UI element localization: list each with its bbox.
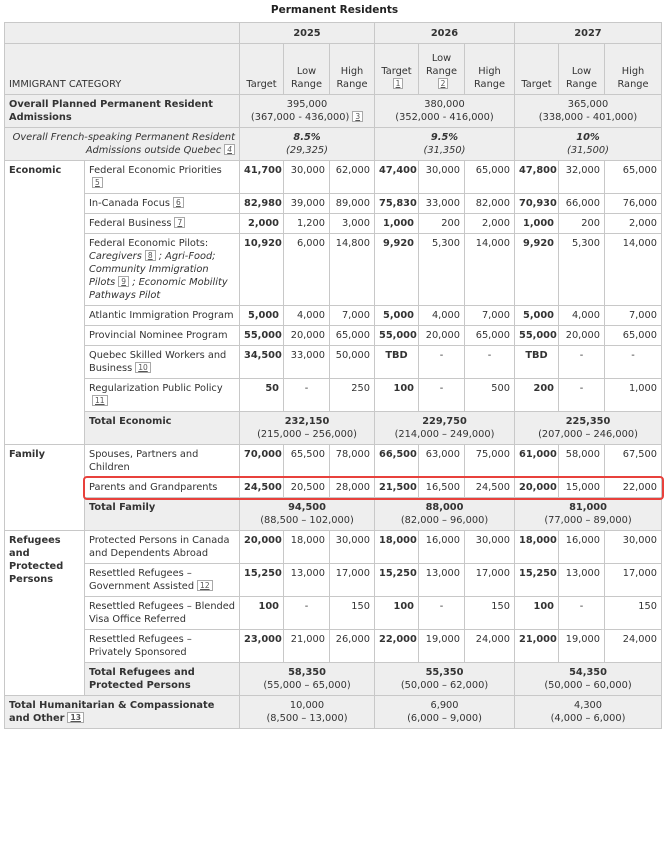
- overall-row: [5, 95, 662, 128]
- atlantic-immigration-program-label: Atlantic Immigration Program: [85, 306, 240, 326]
- spouses-partners-and-children-low-2027: 58,000: [559, 445, 605, 478]
- resettled-refugees-blended-visa-office-referred-high-2025: 150: [330, 597, 375, 630]
- spouses-partners-and-children-low-2026: 63,000: [419, 445, 465, 478]
- provincial-nominee-program-target-2025: 55,000: [240, 326, 284, 346]
- federal-business-high-2027: 2,000: [605, 214, 662, 234]
- year-header-row: [5, 23, 662, 44]
- overall-2027: 365,000 (338,000 - 401,000): [515, 95, 662, 128]
- federal-economic-priorities-target-2027: 47,800: [515, 161, 559, 194]
- quebec-skilled-workers-and-business-label: Quebec Skilled Workers and Business 10: [85, 346, 240, 379]
- parents-and-grandparents-target-2026: 21,500: [375, 478, 419, 498]
- atlantic-immigration-program-target-2027: 5,000: [515, 306, 559, 326]
- table-row: [5, 234, 662, 306]
- in-canada-focus-high-2026: 82,000: [465, 194, 515, 214]
- spouses-partners-and-children-target-2026: 66,500: [375, 445, 419, 478]
- federal-economic-priorities-low-2027: 32,000: [559, 161, 605, 194]
- resettled-refugees-government-assisted-low-2026: 13,000: [419, 564, 465, 597]
- protected-persons-in-canada-and-dependents-abroad-high-2025: 30,000: [330, 531, 375, 564]
- resettled-refugees-government-assisted-high-2026: 17,000: [465, 564, 515, 597]
- french-2027: 10% (31,500): [515, 128, 662, 161]
- table-row: [5, 214, 662, 234]
- footnote-link-5[interactable]: 5: [92, 177, 103, 188]
- table-row: [5, 478, 662, 498]
- spouses-partners-and-children-high-2025: 78,000: [330, 445, 375, 478]
- regularization-public-policy-high-2027: 1,000: [605, 379, 662, 412]
- resettled-refugees-blended-visa-office-referred-low-2026: -: [419, 597, 465, 630]
- federal-economic-pilots-target-2027: 9,920: [515, 234, 559, 306]
- table-row: [5, 445, 662, 478]
- french-2026: 9.5% (31,350): [375, 128, 515, 161]
- humanitarian-2026: 6,900 (6,000 – 9,000): [375, 696, 515, 729]
- protected-persons-in-canada-and-dependents-abroad-low-2027: 16,000: [559, 531, 605, 564]
- atlantic-immigration-program-low-2026: 4,000: [419, 306, 465, 326]
- year-2026: 2026: [375, 23, 515, 44]
- parents-and-grandparents-target-2025: 24,500: [240, 478, 284, 498]
- resettled-refugees-privately-sponsored-high-2026: 24,000: [465, 630, 515, 663]
- federal-economic-priorities-target-2026: 47,400: [375, 161, 419, 194]
- footnote-link-10[interactable]: 10: [135, 362, 151, 373]
- regularization-public-policy-target-2027: 200: [515, 379, 559, 412]
- family-total-label: Total Family: [85, 498, 240, 531]
- year-2027: 2027: [515, 23, 662, 44]
- parents-and-grandparents-low-2027: 15,000: [559, 478, 605, 498]
- family-total-2025: 94,500 (88,500 – 102,000): [240, 498, 375, 531]
- footnote-link-6[interactable]: 6: [173, 197, 184, 208]
- federal-economic-priorities-label: Federal Economic Priorities5: [85, 161, 240, 194]
- refugees-total-row: [5, 663, 662, 696]
- protected-persons-in-canada-and-dependents-abroad-low-2025: 18,000: [284, 531, 330, 564]
- year-2025: 2025: [240, 23, 375, 44]
- table-row: [5, 564, 662, 597]
- spouses-partners-and-children-target-2025: 70,000: [240, 445, 284, 478]
- federal-economic-pilots-target-2025: 10,920: [240, 234, 284, 306]
- federal-business-high-2025: 3,000: [330, 214, 375, 234]
- col-target-2025: Target: [240, 44, 284, 95]
- resettled-refugees-privately-sponsored-target-2025: 23,000: [240, 630, 284, 663]
- federal-business-low-2026: 200: [419, 214, 465, 234]
- humanitarian-2025: 10,000 (8,500 – 13,000): [240, 696, 375, 729]
- col-target-2026: [375, 44, 419, 95]
- resettled-refugees-government-assisted-target-2027: 15,250: [515, 564, 559, 597]
- immigrant-category-header: IMMIGRANT CATEGORY: [5, 44, 240, 95]
- federal-economic-priorities-low-2025: 30,000: [284, 161, 330, 194]
- regularization-public-policy-high-2025: 250: [330, 379, 375, 412]
- footnote-link-3[interactable]: 3: [352, 111, 363, 122]
- in-canada-focus-target-2027: 70,930: [515, 194, 559, 214]
- protected-persons-in-canada-and-dependents-abroad-low-2026: 16,000: [419, 531, 465, 564]
- federal-economic-pilots-high-2025: 14,800: [330, 234, 375, 306]
- resettled-refugees-privately-sponsored-label: Resettled Refugees – Privately Sponsored: [85, 630, 240, 663]
- parents-and-grandparents-low-2025: 20,500: [284, 478, 330, 498]
- refugees-total-2026: 55,350 (50,000 – 62,000): [375, 663, 515, 696]
- col-low-2025: Low Range: [284, 44, 330, 95]
- col-target-2026-label: Target: [381, 66, 412, 77]
- humanitarian-row: [5, 696, 662, 729]
- federal-economic-priorities-high-2025: 62,000: [330, 161, 375, 194]
- federal-economic-pilots-high-2026: 14,000: [465, 234, 515, 306]
- col-low-2026: [419, 44, 465, 95]
- federal-economic-priorities-high-2026: 65,000: [465, 161, 515, 194]
- resettled-refugees-privately-sponsored-low-2027: 19,000: [559, 630, 605, 663]
- parents-and-grandparents-low-2026: 16,500: [419, 478, 465, 498]
- federal-business-low-2025: 1,200: [284, 214, 330, 234]
- regularization-public-policy-target-2026: 100: [375, 379, 419, 412]
- federal-business-target-2026: 1,000: [375, 214, 419, 234]
- french-2025: 8.5% (29,325): [240, 128, 375, 161]
- in-canada-focus-high-2025: 89,000: [330, 194, 375, 214]
- col-low-2027: Low Range: [559, 44, 605, 95]
- quebec-skilled-workers-and-business-high-2027: -: [605, 346, 662, 379]
- federal-business-low-2027: 200: [559, 214, 605, 234]
- economic-total-label: Total Economic: [85, 412, 240, 445]
- quebec-skilled-workers-and-business-high-2025: 50,000: [330, 346, 375, 379]
- economic-total-2025: 232,150 (215,000 – 256,000): [240, 412, 375, 445]
- parents-and-grandparents-high-2025: 28,000: [330, 478, 375, 498]
- atlantic-immigration-program-high-2027: 7,000: [605, 306, 662, 326]
- col-high-2026: High Range: [465, 44, 515, 95]
- family-total-2026: 88,000 (82,000 – 96,000): [375, 498, 515, 531]
- french-speaking-row: [5, 128, 662, 161]
- economic-group-label: Economic: [5, 161, 85, 445]
- col-high-2025: High Range: [330, 44, 375, 95]
- footnote-link-2[interactable]: 2: [438, 78, 449, 89]
- federal-economic-pilots-target-2026: 9,920: [375, 234, 419, 306]
- blank-header-cell: [5, 23, 240, 44]
- atlantic-immigration-program-high-2025: 7,000: [330, 306, 375, 326]
- federal-economic-pilots-label: Federal Economic Pilots: Caregivers 8 ; Agri-Food; Community Immigration Pilots 9 ; Economic Mobility Pathways Pilot: [85, 234, 240, 306]
- resettled-refugees-government-assisted-low-2025: 13,000: [284, 564, 330, 597]
- resettled-refugees-privately-sponsored-low-2025: 21,000: [284, 630, 330, 663]
- federal-business-target-2027: 1,000: [515, 214, 559, 234]
- quebec-skilled-workers-and-business-high-2026: -: [465, 346, 515, 379]
- footnote-link-1[interactable]: 1: [393, 78, 404, 89]
- protected-persons-in-canada-and-dependents-abroad-target-2027: 18,000: [515, 531, 559, 564]
- in-canada-focus-high-2027: 76,000: [605, 194, 662, 214]
- federal-economic-pilots-low-2025: 6,000: [284, 234, 330, 306]
- refugees-group-label: Refugees and Protected Persons: [5, 531, 85, 696]
- federal-business-target-2025: 2,000: [240, 214, 284, 234]
- table-row: [5, 597, 662, 630]
- atlantic-immigration-program-target-2026: 5,000: [375, 306, 419, 326]
- regularization-public-policy-low-2027: -: [559, 379, 605, 412]
- resettled-refugees-blended-visa-office-referred-label: Resettled Refugees – Blended Visa Office Referred: [85, 597, 240, 630]
- resettled-refugees-government-assisted-target-2026: 15,250: [375, 564, 419, 597]
- protected-persons-in-canada-and-dependents-abroad-target-2025: 20,000: [240, 531, 284, 564]
- family-section: [5, 445, 662, 531]
- provincial-nominee-program-low-2025: 20,000: [284, 326, 330, 346]
- in-canada-focus-target-2026: 75,830: [375, 194, 419, 214]
- economic-section: [5, 161, 662, 445]
- provincial-nominee-program-target-2027: 55,000: [515, 326, 559, 346]
- regularization-public-policy-label: Regularization Public Policy11: [85, 379, 240, 412]
- provincial-nominee-program-high-2026: 65,000: [465, 326, 515, 346]
- spouses-partners-and-children-low-2025: 65,500: [284, 445, 330, 478]
- resettled-refugees-blended-visa-office-referred-target-2025: 100: [240, 597, 284, 630]
- in-canada-focus-low-2027: 66,000: [559, 194, 605, 214]
- resettled-refugees-government-assisted-high-2025: 17,000: [330, 564, 375, 597]
- parents-and-grandparents-high-2027: 22,000: [605, 478, 662, 498]
- overall-2026: 380,000 (352,000 - 416,000): [375, 95, 515, 128]
- family-group-label: Family: [5, 445, 85, 531]
- protected-persons-in-canada-and-dependents-abroad-high-2026: 30,000: [465, 531, 515, 564]
- atlantic-immigration-program-low-2025: 4,000: [284, 306, 330, 326]
- table-row: [5, 326, 662, 346]
- provincial-nominee-program-target-2026: 55,000: [375, 326, 419, 346]
- resettled-refugees-blended-visa-office-referred-target-2026: 100: [375, 597, 419, 630]
- federal-economic-pilots-low-2027: 5,300: [559, 234, 605, 306]
- quebec-skilled-workers-and-business-low-2025: 33,000: [284, 346, 330, 379]
- protected-persons-in-canada-and-dependents-abroad-label: Protected Persons in Canada and Dependents Abroad: [85, 531, 240, 564]
- spouses-partners-and-children-target-2027: 61,000: [515, 445, 559, 478]
- parents-and-grandparents-label: Parents and Grandparents: [85, 478, 240, 498]
- resettled-refugees-blended-visa-office-referred-high-2027: 150: [605, 597, 662, 630]
- atlantic-immigration-program-high-2026: 7,000: [465, 306, 515, 326]
- table-row: [5, 194, 662, 214]
- table-row: [5, 346, 662, 379]
- family-total-2027: 81,000 (77,000 – 89,000): [515, 498, 662, 531]
- quebec-skilled-workers-and-business-target-2025: 34,500: [240, 346, 284, 379]
- refugees-total-2027: 54,350 (50,000 – 60,000): [515, 663, 662, 696]
- in-canada-focus-low-2025: 39,000: [284, 194, 330, 214]
- col-target-2027: Target: [515, 44, 559, 95]
- provincial-nominee-program-high-2025: 65,000: [330, 326, 375, 346]
- quebec-skilled-workers-and-business-low-2027: -: [559, 346, 605, 379]
- resettled-refugees-privately-sponsored-low-2026: 19,000: [419, 630, 465, 663]
- refugees-total-2025: 58,350 (55,000 – 65,000): [240, 663, 375, 696]
- resettled-refugees-privately-sponsored-high-2027: 24,000: [605, 630, 662, 663]
- spouses-partners-and-children-label: Spouses, Partners and Children: [85, 445, 240, 478]
- quebec-skilled-workers-and-business-target-2026: TBD: [375, 346, 419, 379]
- footnote-link-8[interactable]: 8: [145, 250, 156, 261]
- table-caption: Permanent Residents: [270, 4, 399, 16]
- resettled-refugees-blended-visa-office-referred-low-2027: -: [559, 597, 605, 630]
- table-row: [5, 161, 662, 194]
- resettled-refugees-blended-visa-office-referred-target-2027: 100: [515, 597, 559, 630]
- col-high-2027: High Range: [605, 44, 662, 95]
- refugees-total-label: Total Refugees and Protected Persons: [85, 663, 240, 696]
- economic-total-2026: 229,750 (214,000 – 249,000): [375, 412, 515, 445]
- spouses-partners-and-children-high-2026: 75,000: [465, 445, 515, 478]
- atlantic-immigration-program-low-2027: 4,000: [559, 306, 605, 326]
- resettled-refugees-privately-sponsored-target-2027: 21,000: [515, 630, 559, 663]
- overall-label: Overall Planned Permanent Resident Admissions: [5, 95, 240, 128]
- resettled-refugees-blended-visa-office-referred-low-2025: -: [284, 597, 330, 630]
- regularization-public-policy-high-2026: 500: [465, 379, 515, 412]
- resettled-refugees-government-assisted-low-2027: 13,000: [559, 564, 605, 597]
- protected-persons-in-canada-and-dependents-abroad-target-2026: 18,000: [375, 531, 419, 564]
- provincial-nominee-program-label: Provincial Nominee Program: [85, 326, 240, 346]
- regularization-public-policy-low-2026: -: [419, 379, 465, 412]
- resettled-refugees-government-assisted-target-2025: 15,250: [240, 564, 284, 597]
- federal-economic-priorities-low-2026: 30,000: [419, 161, 465, 194]
- regularization-public-policy-target-2025: 50: [240, 379, 284, 412]
- table-row: [5, 379, 662, 412]
- spouses-partners-and-children-high-2027: 67,500: [605, 445, 662, 478]
- family-total-row: [5, 498, 662, 531]
- column-header-row: [5, 44, 662, 95]
- resettled-refugees-blended-visa-office-referred-high-2026: 150: [465, 597, 515, 630]
- table-row: [5, 531, 662, 564]
- provincial-nominee-program-low-2027: 20,000: [559, 326, 605, 346]
- provincial-nominee-program-high-2027: 65,000: [605, 326, 662, 346]
- resettled-refugees-privately-sponsored-target-2026: 22,000: [375, 630, 419, 663]
- federal-business-high-2026: 2,000: [465, 214, 515, 234]
- permanent-residents-table: [4, 22, 662, 729]
- atlantic-immigration-program-target-2025: 5,000: [240, 306, 284, 326]
- resettled-refugees-government-assisted-label: Resettled Refugees – Government Assisted 12: [85, 564, 240, 597]
- french-label: Overall French-speaking Permanent Resident Admissions outside Quebec 4: [5, 128, 240, 161]
- federal-business-label: Federal Business 7: [85, 214, 240, 234]
- provincial-nominee-program-low-2026: 20,000: [419, 326, 465, 346]
- economic-total-row: [5, 412, 662, 445]
- in-canada-focus-target-2025: 82,980: [240, 194, 284, 214]
- in-canada-focus-label: In-Canada Focus 6: [85, 194, 240, 214]
- quebec-skilled-workers-and-business-low-2026: -: [419, 346, 465, 379]
- footnote-link-9[interactable]: 9: [118, 276, 129, 287]
- parents-and-grandparents-target-2027: 20,000: [515, 478, 559, 498]
- footnote-link-4[interactable]: 4: [224, 144, 235, 155]
- table-row: [5, 630, 662, 663]
- table-row: [5, 306, 662, 326]
- regularization-public-policy-low-2025: -: [284, 379, 330, 412]
- federal-economic-pilots-high-2027: 14,000: [605, 234, 662, 306]
- col-low-2026-label: Low Range: [425, 53, 458, 77]
- footnote-link-13[interactable]: 13: [67, 712, 83, 723]
- humanitarian-2027: 4,300 (4,000 – 6,000): [515, 696, 662, 729]
- resettled-refugees-government-assisted-high-2027: 17,000: [605, 564, 662, 597]
- economic-total-2027: 225,350 (207,000 – 246,000): [515, 412, 662, 445]
- federal-economic-priorities-high-2027: 65,000: [605, 161, 662, 194]
- parents-and-grandparents-high-2026: 24,500: [465, 478, 515, 498]
- footnote-link-11[interactable]: 11: [92, 395, 108, 406]
- federal-economic-priorities-target-2025: 41,700: [240, 161, 284, 194]
- footnote-link-12[interactable]: 12: [197, 580, 213, 591]
- federal-economic-pilots-low-2026: 5,300: [419, 234, 465, 306]
- resettled-refugees-privately-sponsored-high-2025: 26,000: [330, 630, 375, 663]
- overall-2025: 395,000 (367,000 - 436,000) 3: [240, 95, 375, 128]
- footnote-link-7[interactable]: 7: [174, 217, 185, 228]
- refugees-section: [5, 531, 662, 696]
- in-canada-focus-low-2026: 33,000: [419, 194, 465, 214]
- protected-persons-in-canada-and-dependents-abroad-high-2027: 30,000: [605, 531, 662, 564]
- quebec-skilled-workers-and-business-target-2027: TBD: [515, 346, 559, 379]
- humanitarian-label: Total Humanitarian & Compassionate and Other 13: [5, 696, 240, 729]
